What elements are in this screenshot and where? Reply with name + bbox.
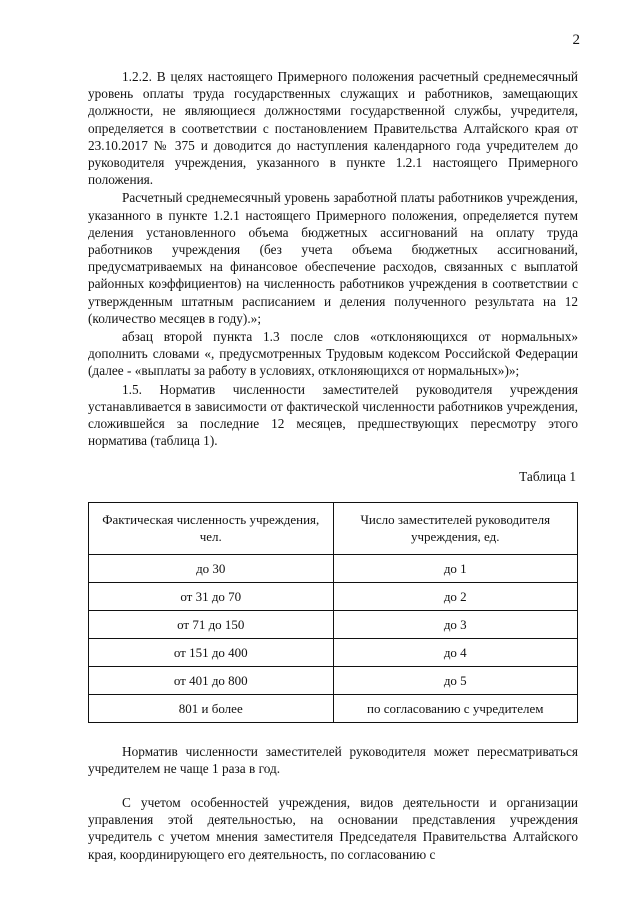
- paragraph-features: С учетом особенностей учреждения, видов деятельности и организации управления этой деятельностью, на основании представления учреждения учредитель с учетом мнения заместителя Председателя Правительства Алтайского края, координирующего его деятельность, по согласованию с: [88, 795, 578, 862]
- paragraph-calculated-level: Расчетный среднемесячный уровень заработной платы работников учреждения, указанного в пункте 1.2.1 настоящего Примерного положения, определяется путем деления установленного объема бюджетных ассигнований на оплату труда работников учреждения (без учета объема бюджетных ассигнований, предусматриваемых на финансовое обеспечение расходов, связанных с выплатой районных коэффициентов) на численность работников учреждения в соответствии с утвержденным штатным расписанием и деления полученного результата на 12 (количество месяцев в году).»;: [88, 190, 578, 326]
- paragraph-1-3-amendment: абзац второй пункта 1.3 после слов «отклоняющихся от нормальных» дополнить словами «, предусмотренных Трудовым кодексом Российской Федерации (далее - «выплаты за работу в условиях, отклоняющихся от нормальных»)»;: [88, 329, 578, 379]
- table-cell-deputies: до 2: [333, 582, 578, 610]
- table-row: [89, 582, 578, 610]
- table-row: [89, 610, 578, 638]
- paragraph-1-2-2: 1.2.2. В целях настоящего Примерного положения расчетный среднемесячный уровень оплаты труда государственных служащих и работников, замещающих должности, не являющиеся должностями государственной службы, учредителя, определяется в соответствии с постановлением Правительства Алтайского края от 23.10.2017 № 375 и доводится до наступления календарного года учредителем до руководителя учреждения, указанного в пункте 1.2.1 настоящего Примерного положения.: [88, 69, 578, 188]
- table-header-headcount: Фактическая численность учреждения, чел.: [89, 502, 334, 554]
- table-caption: Таблица 1: [519, 469, 576, 485]
- table-cell-headcount: от 401 до 800: [89, 666, 334, 694]
- table-row: [89, 638, 578, 666]
- table-cell-deputies: до 1: [333, 554, 578, 582]
- paragraph-1-5: 1.5. Норматив численности заместителей руководителя учреждения устанавливается в зависимости от фактической численности работников учреждения, сложившейся за последние 12 месяцев, предшествующих пересмотру этого норматива (таблица 1).: [88, 381, 578, 449]
- table-cell-deputies: до 4: [333, 638, 578, 666]
- table-cell-deputies: до 5: [333, 666, 578, 694]
- table-row: [89, 666, 578, 694]
- table-cell-headcount: от 151 до 400: [89, 638, 334, 666]
- table-header-deputies: Число заместителей руководителя учреждения, ед.: [333, 502, 578, 554]
- table-cell-headcount: 801 и более: [89, 694, 334, 722]
- deputy-norm-table: [88, 502, 578, 723]
- document-body: [88, 68, 578, 863]
- paragraph-norm-revision: Норматив численности заместителей руководителя может пересматриваться учредителем не чаще 1 раза в год.: [88, 743, 578, 776]
- table-cell-deputies: по согласованию с учредителем: [333, 694, 578, 722]
- table-row: [89, 694, 578, 722]
- table-row: [89, 554, 578, 582]
- page-number: 2: [572, 32, 580, 48]
- table-header-row: [89, 502, 578, 554]
- table-cell-headcount: от 71 до 150: [89, 610, 334, 638]
- table-cell-headcount: от 31 до 70: [89, 582, 334, 610]
- table-cell-deputies: до 3: [333, 610, 578, 638]
- table-cell-headcount: до 30: [89, 554, 334, 582]
